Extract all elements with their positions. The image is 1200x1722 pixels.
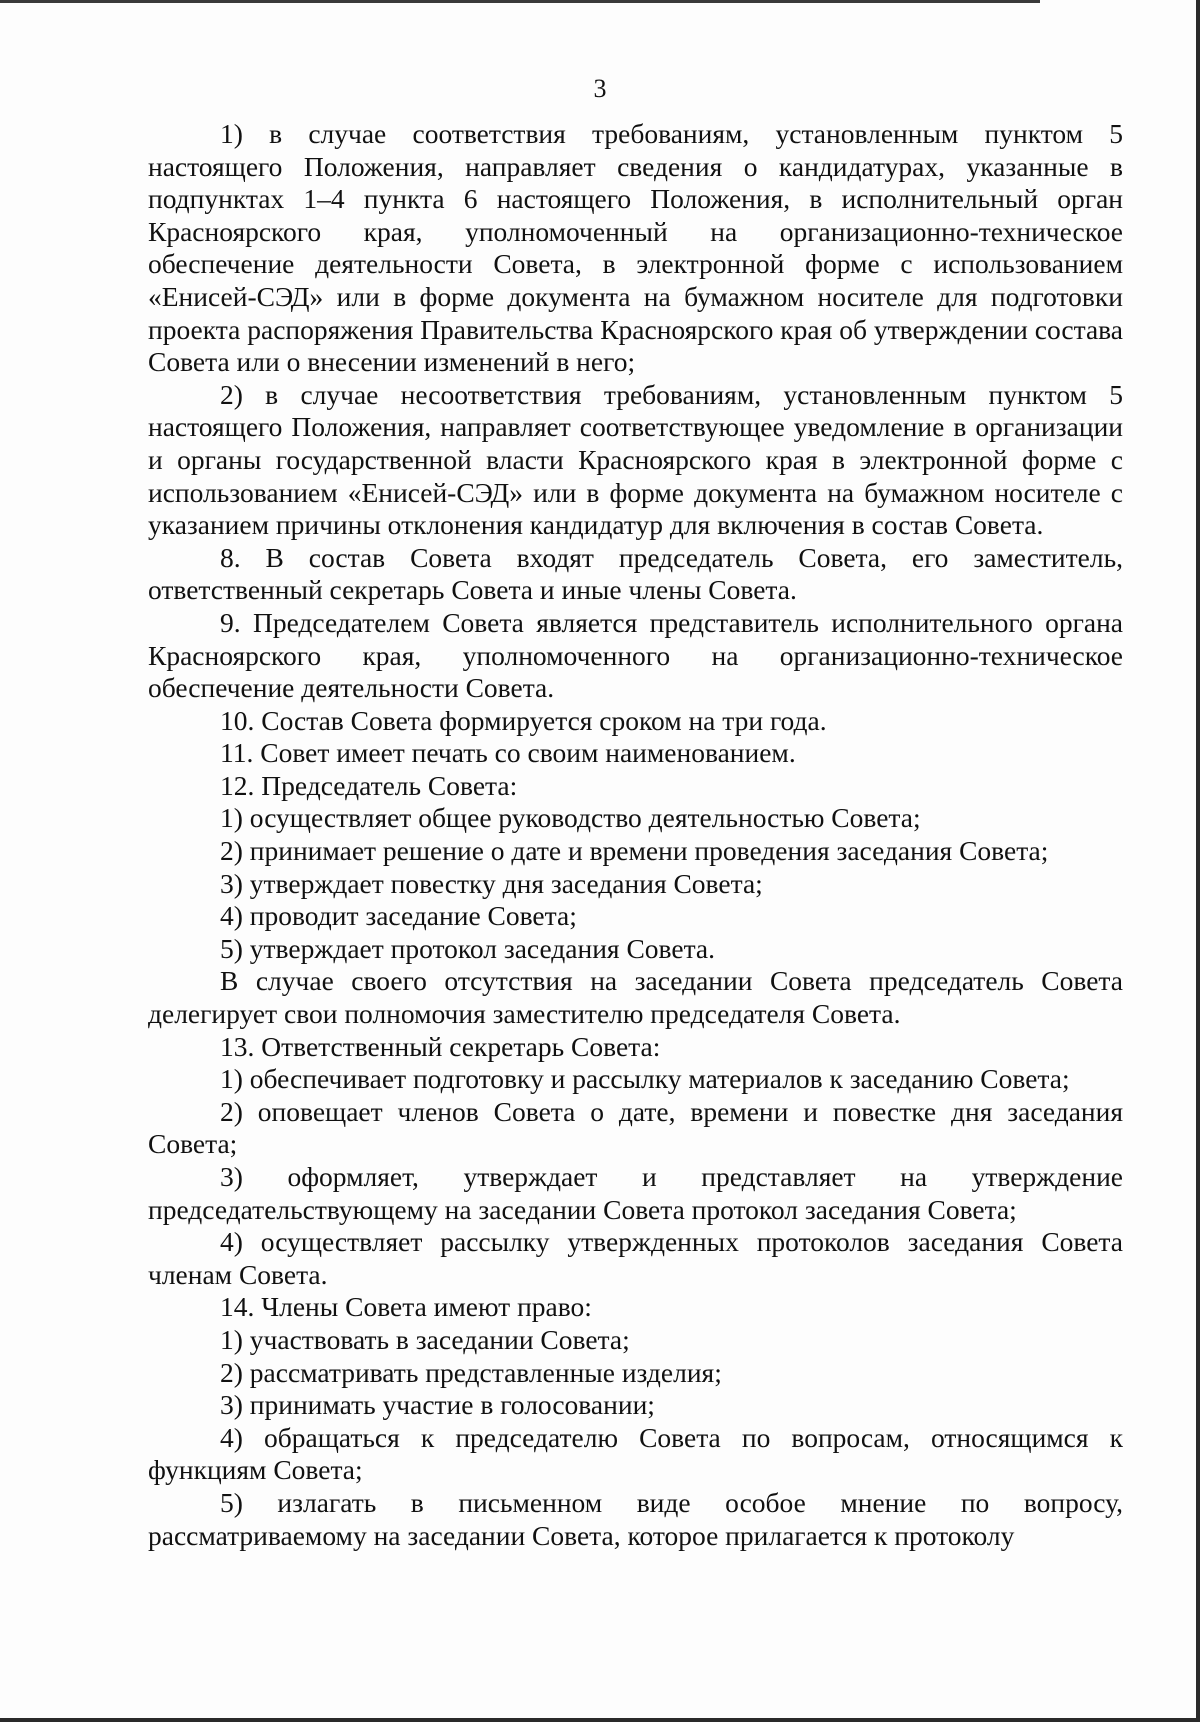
- paragraph: 1) осуществляет общее руководство деятельностью Совета;: [220, 802, 921, 834]
- paragraph: 4) осуществляет рассылку утвержденных протоколов заседания Совета членам Совета.: [148, 1226, 1123, 1290]
- paragraph: 2) в случае несоответствия требованиям, установленным пунктом 5 настоящего Положения, направляет соответствующее уведомление в организации и органы государственной власти Красноярского края в электронной форме с использованием «Енисей-СЭД» или в форме документа на бумажном носителе с указанием причины отклонения кандидатур для включения в состав Совета.: [148, 378, 1123, 541]
- paragraph: 4) проводит заседание Совета;: [220, 900, 577, 932]
- scan-edge-right: [1196, 0, 1200, 1722]
- paragraph: 14. Члены Совета имеют право:: [220, 1291, 592, 1323]
- paragraph: 5) утверждает протокол заседания Совета.: [220, 932, 715, 964]
- paragraph: 12. Председатель Совета:: [220, 769, 518, 801]
- paragraph: 13. Ответственный секретарь Совета:: [220, 1030, 661, 1062]
- paragraph: 8. В состав Совета входят председатель Совета, его заместитель, ответственный секретарь Совета и иные члены Совета.: [148, 541, 1123, 606]
- paragraph: 2) рассматривать представленные изделия;: [220, 1356, 722, 1388]
- paragraph: 1) в случае соответствия требованиям, установленным пунктом 5 настоящего Положения, направляет сведения о кандидатурах, указанные в подпунктах 1–4 пункта 6 настоящего Положения, в исполнительный орган Красноярского края, уполномоченный на организационно-техническое обеспечение деятельности Совета, в электронной форме с использованием «Енисей-СЭД» или в форме документа на бумажном носителе для подготовки проекта распоряжения Правительства Красноярского края об утверждении состава Совета или о внесении изменений в него;: [148, 118, 1123, 378]
- paragraph: 3) оформляет, утверждает и представляет на утверждение председательствующему на заседании Совета протокол заседания Совета;: [148, 1161, 1123, 1225]
- paragraph: 2) принимает решение о дате и времени проведения заседания Совета;: [220, 835, 1049, 867]
- paragraph: 3) принимать участие в голосовании;: [220, 1389, 655, 1421]
- paragraph: 3) утверждает повестку дня заседания Совета;: [220, 867, 763, 899]
- paragraph: 9. Председателем Совета является представитель исполнительного органа Красноярского края, уполномоченного на организационно-техническое обеспечение деятельности Совета.: [148, 606, 1123, 704]
- paragraph: 1) участвовать в заседании Совета;: [220, 1323, 630, 1355]
- paragraph: 2) оповещает членов Совета о дате, времени и повестке дня заседания Совета;: [148, 1095, 1123, 1160]
- document-body: [148, 118, 1123, 1552]
- paragraph: 5) излагать в письменном виде особое мнение по вопросу, рассматриваемому на заседании Совета, которое прилагается к протоколу: [148, 1486, 1123, 1551]
- paragraph: 4) обращаться к председателю Совета по вопросам, относящимся к функциям Совета;: [148, 1421, 1123, 1486]
- paragraph: 1) обеспечивает подготовку и рассылку материалов к заседанию Совета;: [220, 1063, 1070, 1095]
- scan-edge-top: [0, 0, 1040, 3]
- paragraph: В случае своего отсутствия на заседании Совета председатель Совета делегирует свои полномочия заместителю председателя Совета.: [148, 965, 1123, 1030]
- scan-edge-bottom: [0, 1718, 1200, 1722]
- paragraph: 10. Состав Совета формируется сроком на три года.: [220, 704, 827, 736]
- page-number: 3: [593, 74, 607, 103]
- paragraph: 11. Совет имеет печать со своим наименованием.: [220, 737, 796, 769]
